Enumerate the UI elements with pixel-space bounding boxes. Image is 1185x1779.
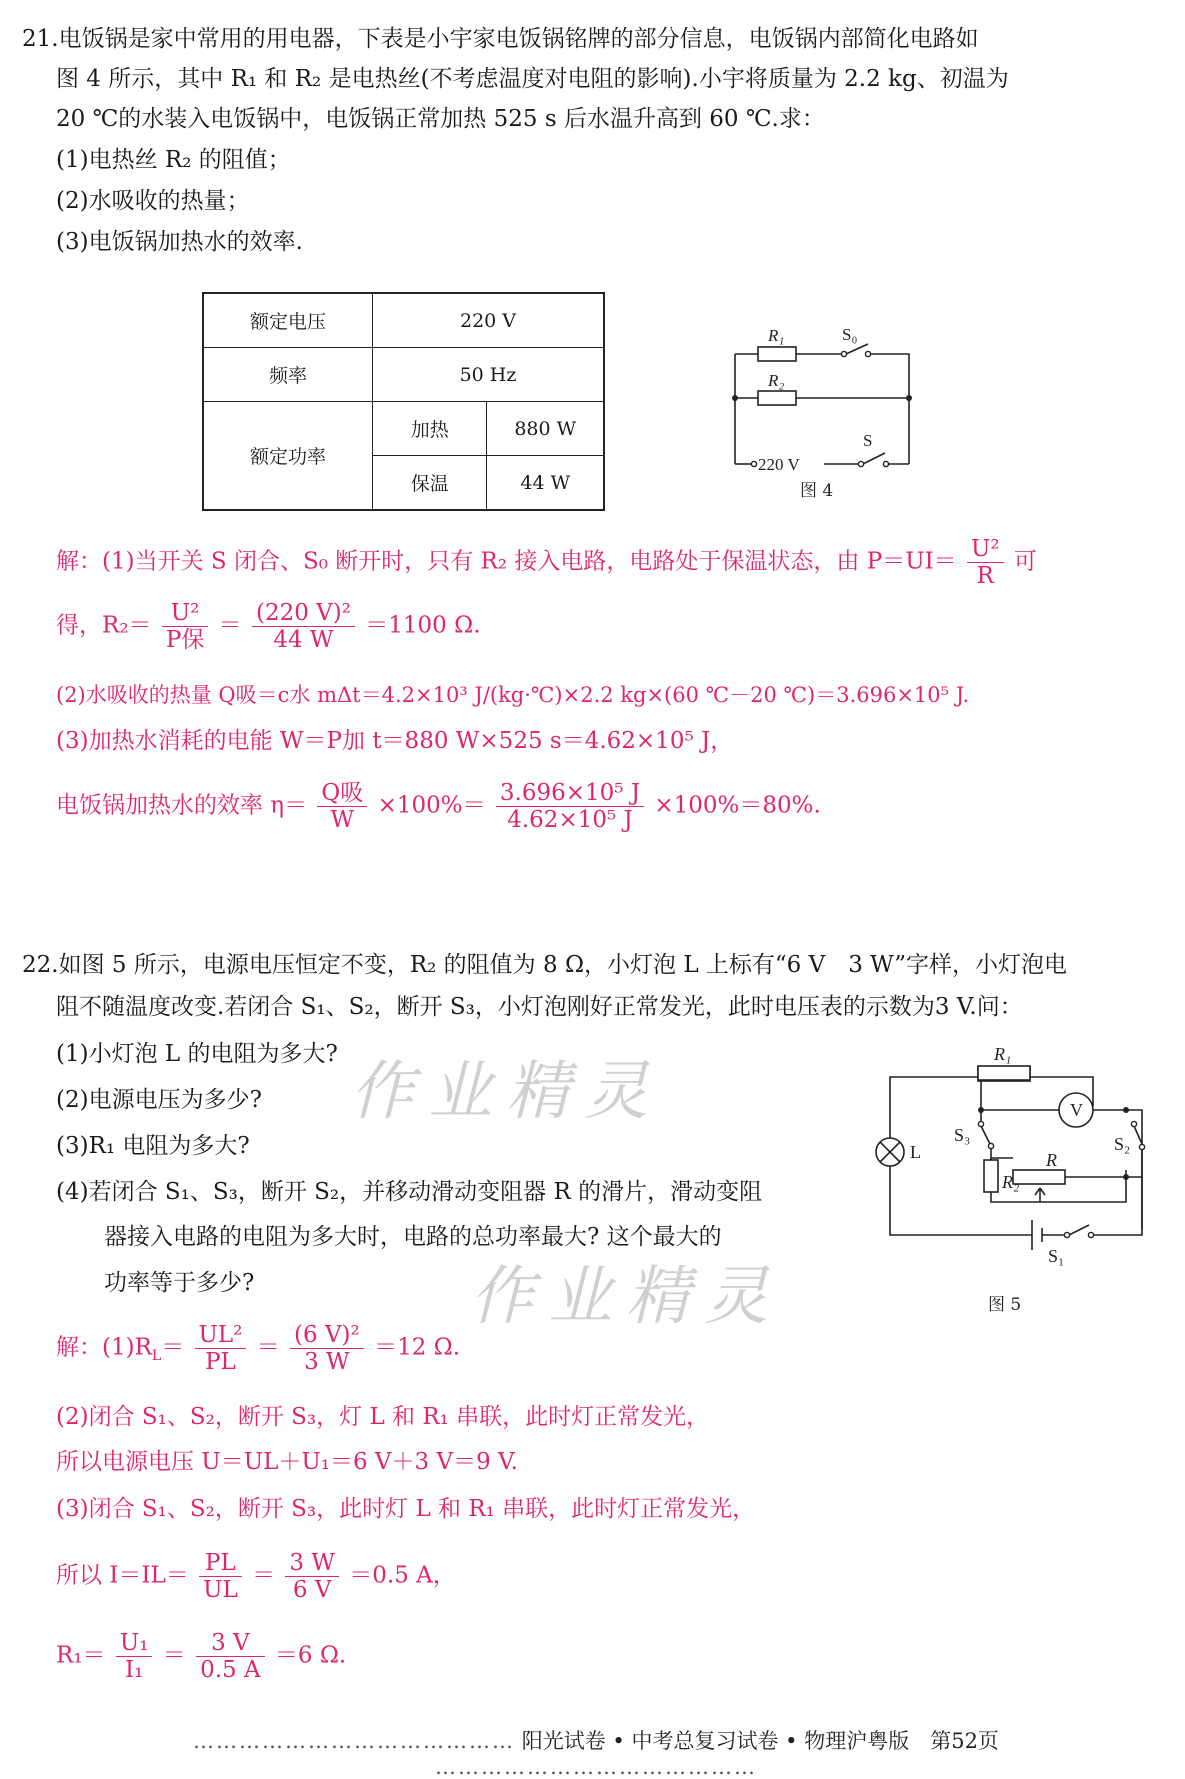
fraction-denominator: 3 W [304,1349,350,1375]
rated-voltage-value: 220 V [373,293,605,348]
q21-a4-text: 电饭锅加热水的效率 η＝ [56,792,308,819]
q22-sub4-line3: 功率等于多少? [104,1270,255,1296]
fraction-denominator: UL [203,1577,238,1603]
fig5-s2-label: S₂ [1114,1134,1131,1154]
q21-sub1: (1)电热丝 R₂ 的阻值； [56,147,291,173]
q21-answer-1b [56,600,481,653]
circuit-figure-5 [870,1040,1160,1320]
q21-answer-3: (3)加热水消耗的电能 W＝P加 t＝880 W×525 s＝4.62×10⁵ J， [56,728,734,754]
q21-line1 [22,24,979,54]
q21-sub2: (2)水吸收的热量； [56,188,250,214]
fraction [967,536,1004,589]
equals-sign: ＝ [162,1642,186,1669]
fig5-r2-label: R₂ [1002,1172,1020,1192]
q21-text-1: 电饭锅是家中常用的用电器，下表是小宇家电饭锅铭牌的部分信息，电饭锅内部简化电路如 [58,26,979,52]
q22-number: 22. [22,952,59,978]
table-row [203,402,604,456]
heating-value: 880 W [487,402,604,456]
q21-a1-text: 解：(1)当开关 S 闭合、S₀ 断开时，只有 R₂ 接入电路，电路处于保温状态，由 P＝UI＝ [56,548,957,575]
fraction-numerator: UL² [195,1322,247,1349]
fraction-denominator: 0.5 A [200,1657,261,1683]
warming-label: 保温 [373,456,487,511]
q22-answer-2a: (2)闭合 S₁、S₂，断开 S₃，灯 L 和 R₁ 串联，此时灯正常发光， [56,1404,710,1430]
fig4-source-label: 220 V [758,455,800,474]
fraction-denominator: 4.62×10⁵ J [507,807,633,833]
fraction-numerator: (6 V)² [290,1322,364,1349]
frequency-label: 频率 [203,348,373,402]
fraction [290,1322,364,1375]
fraction-numerator: (220 V)² [252,600,355,627]
fig5-l-label: L [910,1142,921,1162]
fig4-caption: 图 4 [800,481,834,501]
fig5-r-label: R [1046,1150,1057,1170]
q22-sub1: (1)小灯泡 L 的电阻为多大? [56,1041,338,1067]
q22-sub3: (3)R₁ 电阻为多大? [56,1133,250,1159]
page-footer [56,1725,1136,1779]
q22-answer-3a: (3)闭合 S₁、S₂，断开 S₃，此时灯 L 和 R₁ 串联，此时灯正常发光， [56,1496,756,1522]
q22-a4-tail: ＝6 Ω. [274,1642,347,1669]
fraction [195,1322,247,1375]
heating-label: 加热 [373,402,487,456]
q22-answer-3b [56,1550,456,1603]
fig4-s0-label: S₀ [842,325,858,344]
q21-answer-2: (2)水吸收的热量 Q吸＝c水 mΔt＝4.2×10³ J/(kg·℃)×2.2 kg×(60 ℃－20 ℃)＝3.696×10⁵ J. [56,683,970,707]
fig4-s-label: S [863,431,873,450]
table-row [203,293,604,348]
fraction-numerator: U₁ [116,1630,153,1657]
fig5-caption: 图 5 [988,1295,1022,1315]
fraction-denominator: P保 [165,627,205,653]
fraction-numerator: U² [162,600,208,627]
footer-dots-left: …………………………………… [193,1729,516,1753]
fraction-numerator: PL [199,1550,242,1577]
q21-sub3: (3)电饭锅加热水的效率. [56,229,303,255]
fraction-numerator: 3 W [285,1550,339,1577]
watermark: 作业精灵 [470,1260,782,1334]
warming-value: 44 W [487,456,604,511]
fraction-numerator: U² [967,536,1004,563]
q21-a4-mid: ×100%＝ [377,792,486,819]
equals-sign: ＝ [161,1334,185,1361]
fraction [199,1550,242,1603]
watermark: 作业精灵 [350,1055,662,1129]
fraction-numerator: 3.696×10⁵ J [496,780,644,807]
q21-a1-tail: 可 [1013,548,1037,575]
fraction-numerator: 3 V [196,1630,265,1657]
rated-voltage-label: 额定电压 [203,293,373,348]
equals-sign: ＝ [252,1562,276,1589]
fraction-denominator: W [330,807,355,833]
q21-line3: 20 ℃的水装入电饭锅中，电饭锅正常加热 525 s 后水温升高到 60 ℃.求： [56,106,825,132]
rated-power-label: 额定功率 [203,402,373,511]
q22-a1-subscript: L [151,1348,162,1365]
q22-line1 [22,950,1067,980]
fig5-s3-label: S₃ [954,1125,971,1145]
fraction [252,600,355,653]
fraction-denominator: 6 V [292,1577,332,1603]
fraction [116,1630,153,1683]
fraction [285,1550,339,1603]
q21-answer-1 [56,536,1037,589]
fig5-v-label: V [1070,1100,1083,1120]
q22-a1-tail: ＝12 Ω. [374,1334,461,1361]
q22-answer-2b: 所以电源电压 U＝UL＋U₁＝6 V＋3 V＝9 V. [56,1449,518,1475]
q22-sub4-line1: (4)若闭合 S₁、S₃，断开 S₂，并移动滑动变阻器 R 的滑片，滑动变阻 [56,1179,763,1205]
q21-answer-4 [56,780,821,833]
fraction [162,600,208,653]
fraction-denominator: 44 W [273,627,334,653]
fraction [496,780,644,833]
q22-sub2: (2)电源电压为多少? [56,1087,262,1113]
table-row [203,348,604,402]
fraction-denominator: PL [205,1349,236,1375]
q22-a4-text: R₁＝ [56,1642,106,1669]
q22-text-1: 如图 5 所示，电源电压恒定不变，R₂ 的阻值为 8 Ω，小灯泡 L 上标有“6 V 3 W”字样，小灯泡电 [58,952,1067,978]
q21-a1b-tail: ＝1100 Ω. [365,612,481,639]
q22-answer-1 [56,1322,460,1375]
q22-a3-tail: ＝0.5 A， [349,1562,456,1589]
fig5-r1-label: R₁ [994,1044,1012,1064]
fig5-s1-label: S₁ [1048,1246,1065,1266]
fraction [317,780,367,833]
q21-a4-tail: ×100%＝80%. [654,792,821,819]
equals-sign: ＝ [218,612,242,639]
fig4-r2-label: R₂ [768,371,785,390]
q22-line2: 阻不随温度改变.若闭合 S₁、S₂，断开 S₃，小灯泡刚好正常发光，此时电压表的示数为3 V.问： [56,994,1023,1020]
q22-sub4-line2: 器接入电路的电阻为多大时，电路的总功率最大? 这个最大的 [104,1224,722,1250]
fraction-denominator: I₁ [125,1657,144,1683]
fraction-denominator: R [976,563,994,589]
q22-a3-text: 所以 I＝IL＝ [56,1562,189,1589]
footer-dots-right: …………………………………… [435,1755,757,1779]
fraction-numerator: Q吸 [317,780,367,807]
circuit-figure-4 [720,310,920,510]
equals-sign: ＝ [256,1334,280,1361]
q21-a1b-text: 得，R₂＝ [56,612,152,639]
fraction [196,1630,265,1683]
q22-a1-text: 解：(1)R [56,1334,152,1361]
q21-number: 21. [22,26,59,52]
q21-line2: 图 4 所示，其中 R₁ 和 R₂ 是电热丝(不考虑温度对电阻的影响).小宇将质量为 2.2 kg、初温为 [56,66,1009,92]
nameplate-table [202,292,605,511]
frequency-value: 50 Hz [373,348,605,402]
footer-text: 阳光试卷 • 中考总复习试卷 • 物理沪粤版 第52页 [521,1729,999,1753]
q22-answer-4 [56,1630,346,1683]
fig4-r1-label: R₁ [768,326,785,345]
